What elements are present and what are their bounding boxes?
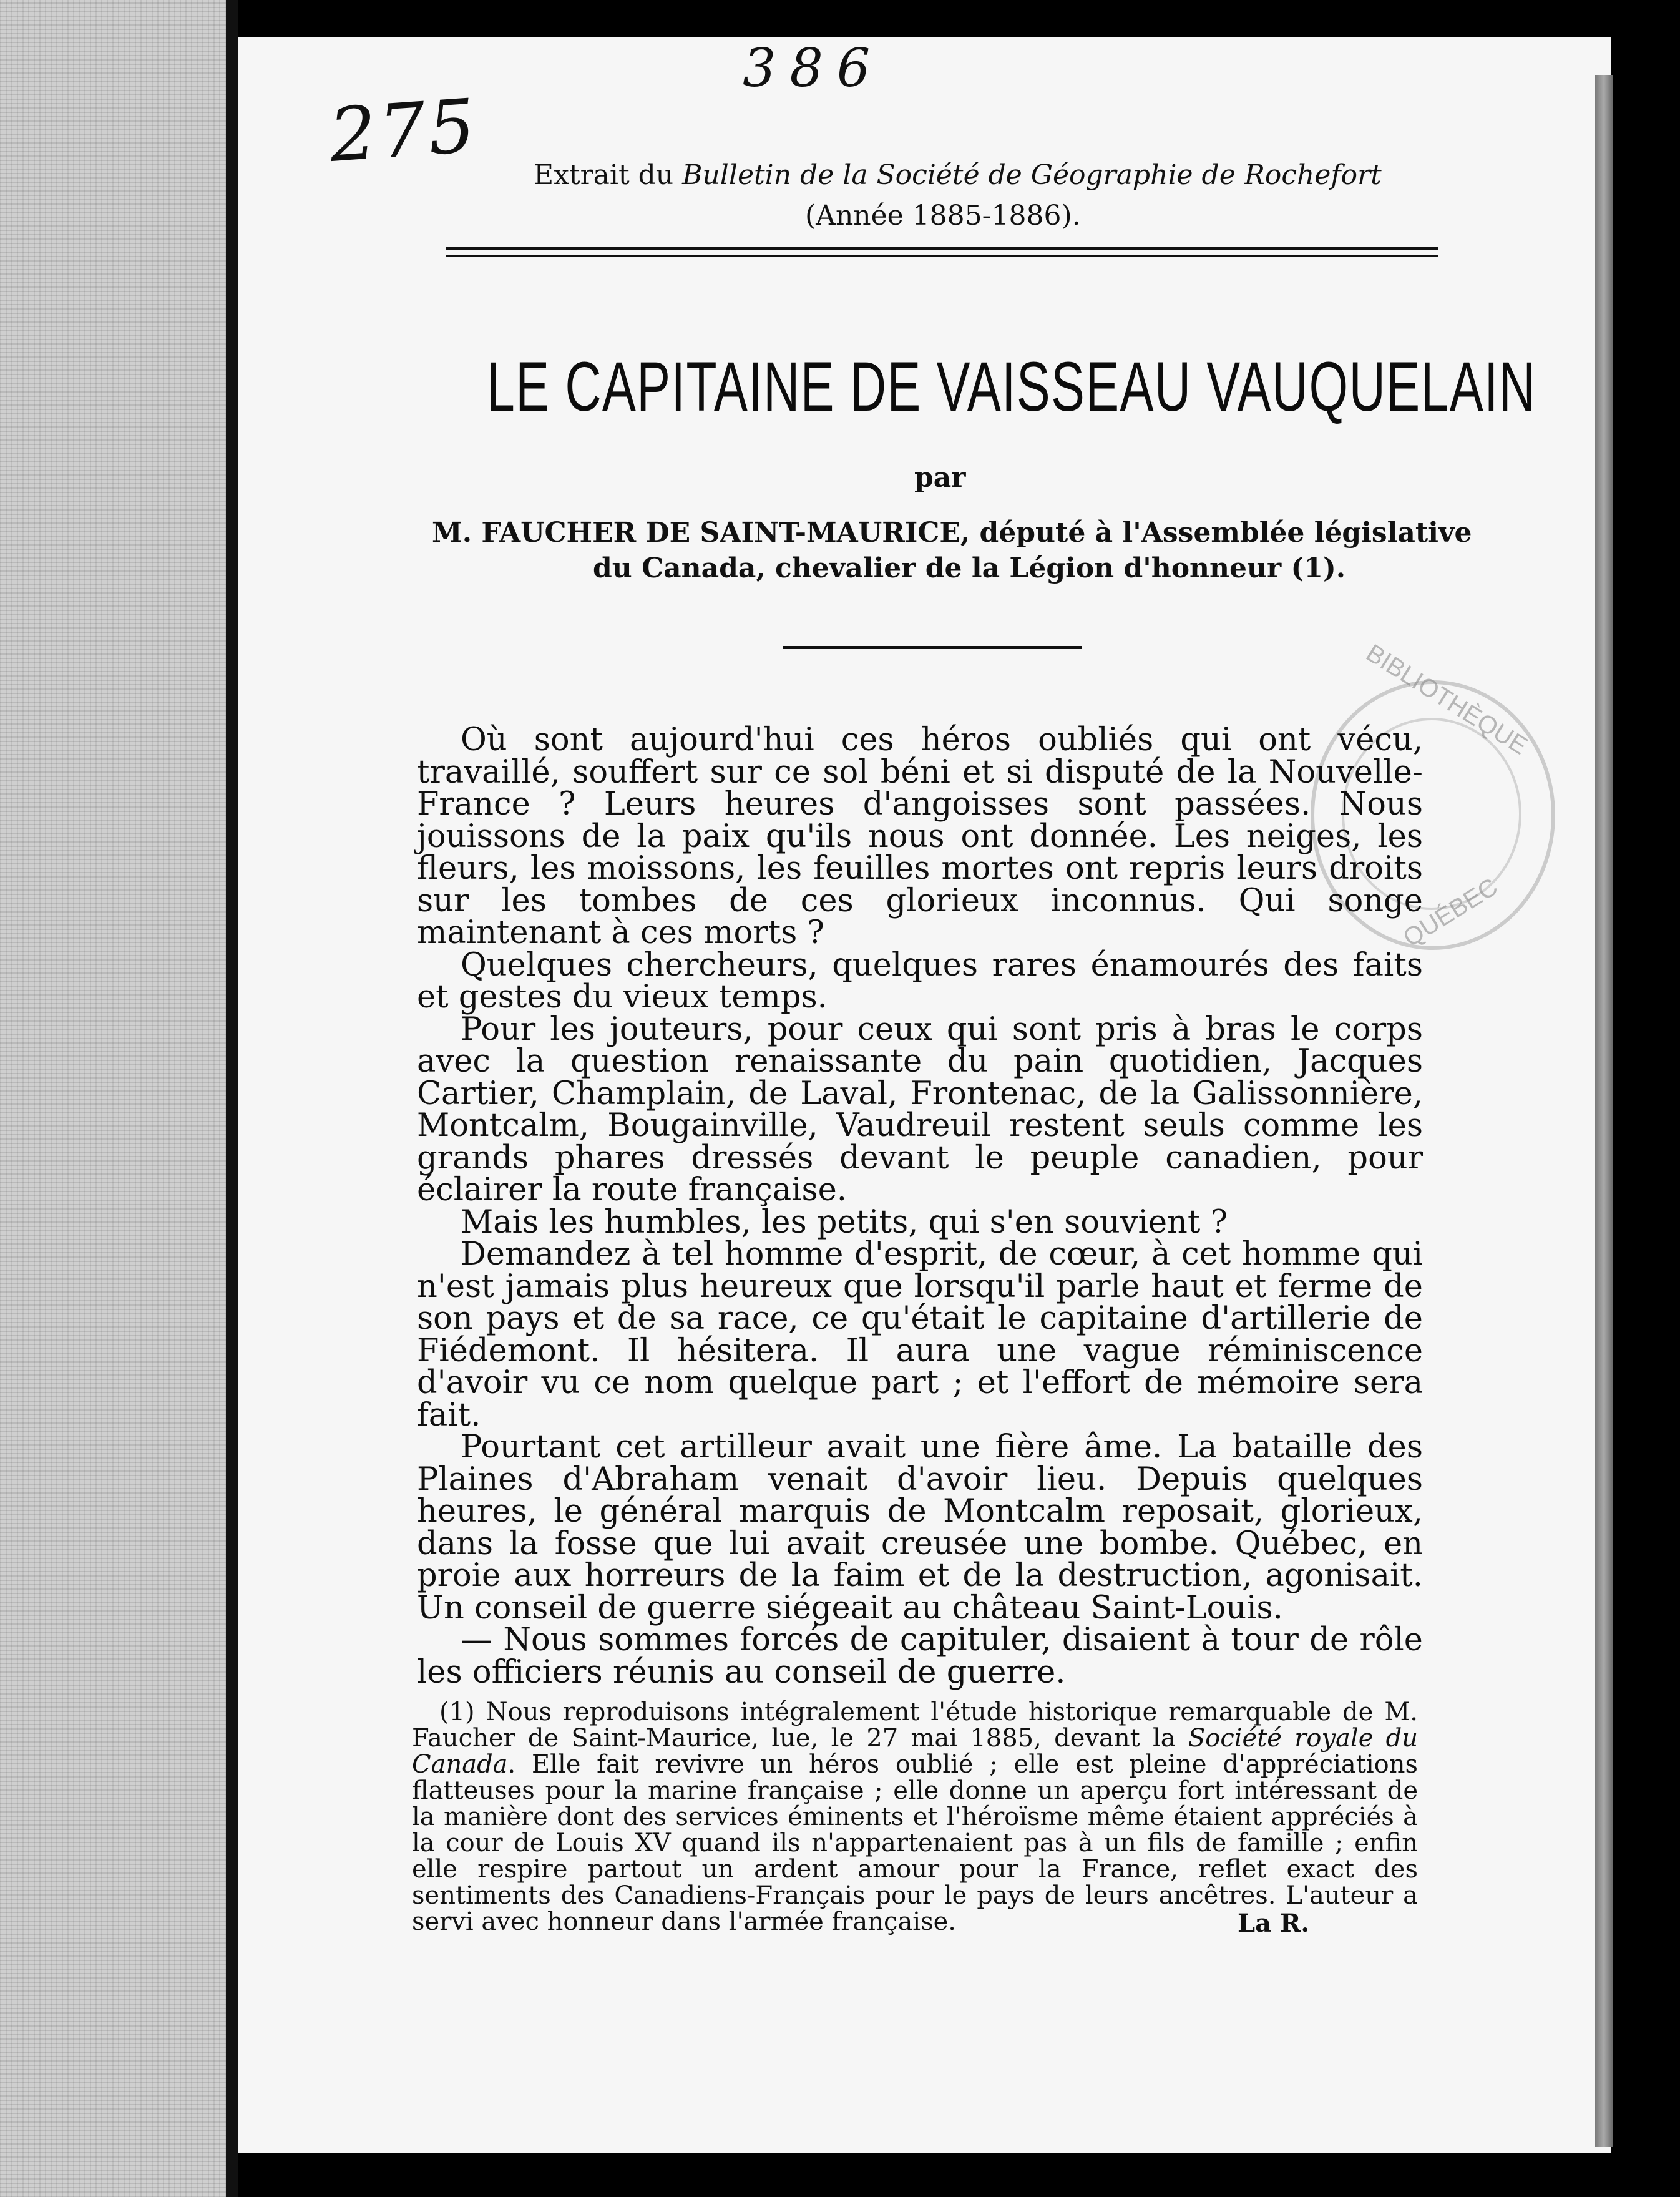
stamp-text-top: BIBLIOTHÈQUE <box>1361 639 1533 760</box>
body-paragraph: Pour les jouteurs, pour ceux qui sont pris à bras le corps avec la question renaissante du pain quotidien, Jacques Cartier, Champlain, de Laval, Frontenac, de la Galissonnière, Montcalm, Bougainville, Vaudreuil restent seuls comme les grands phares dressés devant le peuple canadien, pour éclairer la route française. <box>417 1010 1423 1208</box>
extrait-prefix: Extrait du <box>534 159 683 191</box>
footnote-society-name: Société royale du Canada <box>412 1724 1418 1779</box>
footnote-text-b: . Elle fait revivre un héros oublié ; elle est pleine d'appréciations flatteuses pour la marine française ; elle donne un aperçu fort intéressant de la manière dont des services éminents et l'héroïsme même étaient appréciés à la cour de Louis XV quand ils n'appartenaient pas à un fils de famille ; enfin elle respire partout un ardent amour pour la France, reflet exact des sentiments des Canadiens-Français pour le pays de leurs ancêtres. L'auteur a servi avec honneur dans l'armée française. <box>412 1750 1418 1936</box>
article-body <box>417 722 1423 1691</box>
body-paragraph: Où sont aujourd'hui ces héros oubliés qui ont vécu, travaillé, souffert sur ce sol béni et si disputé de la Nouvelle-France ? Leurs heures d'angoisses sont passées. Nous jouissons de la paix qu'ils nous ont donnée. Les neiges, les fleurs, les moissons, les feuilles mortes ont repris leurs droits sur les tombes de ces glorieux inconnus. Qui songe maintenant à ces morts ? <box>417 722 1423 951</box>
handwritten-number: 275 <box>326 82 481 179</box>
footnote-paragraph <box>412 1699 1418 1935</box>
scan-bottom-strip <box>238 2153 1680 2197</box>
body-paragraph: Quelques chercheurs, quelques rares énamourés des faits et gestes du vieux temps. <box>417 946 1423 1015</box>
handwritten-top-mark: 386 <box>743 37 884 99</box>
page-binding-edge <box>1595 75 1613 2147</box>
author-line-2: du Canada, chevalier de la Légion d'honneur (1). <box>593 552 1346 584</box>
footnote <box>412 1699 1418 1935</box>
body-paragraph: — Nous sommes forcés de capituler, disaient à tour de rôle les officiers réunis au conseil de guerre. <box>417 1622 1423 1691</box>
scan-left-edge <box>226 0 238 2197</box>
stamp-text-bottom: QUÉBEC <box>1398 873 1503 952</box>
extrait-line <box>534 159 1382 191</box>
section-divider <box>783 646 1082 649</box>
article-title: LE CAPITAINE DE VAISSEAU VAUQUELAIN <box>487 348 1536 426</box>
author-line-1: M. FAUCHER DE SAINT-MAURICE, député à l'Assemblée législative <box>432 517 1472 549</box>
footnote-signature: La R. <box>1238 1909 1310 1938</box>
bulletin-title: Bulletin de la Société de Géographie de Rochefort <box>682 159 1382 191</box>
byline-par: par <box>914 462 966 494</box>
header-double-rule <box>446 247 1438 257</box>
body-paragraph: Demandez à tel homme d'esprit, de cœur, à cet homme qui n'est jamais plus heureux que lorsqu'il parle haut et ferme de son pays et de sa race, ce qu'était le capitaine d'artillerie de Fiédemont. Il hésitera. Il aura une vague réminiscence d'avoir vu ce nom quelque part ; et l'effort de mémoire sera fait. <box>417 1236 1423 1434</box>
body-paragraph: Mais les humbles, les petits, qui s'en souvient ? <box>461 1203 1228 1241</box>
body-paragraph: Pourtant cet artilleur avait une fière âme. La bataille des Plaines d'Abraham venait d'avoir lieu. Depuis quelques heures, le général marquis de Montcalm reposait, glorieux, dans la fosse que lui avait creusée une bombe. Québec, en proie aux horreurs de la faim et de la destruction, agonisait. Un conseil de guerre siégeait au château Saint-Louis. <box>417 1429 1423 1627</box>
annee-line: (Année 1885-1886). <box>805 200 1081 232</box>
footnote-text-a: (1) Nous reproduisons intégralement l'étude historique remarquable de M. Faucher de Saint-Maurice, lue, le 27 mai 1885, devant la <box>412 1698 1418 1753</box>
scan-left-margin <box>0 0 226 2197</box>
